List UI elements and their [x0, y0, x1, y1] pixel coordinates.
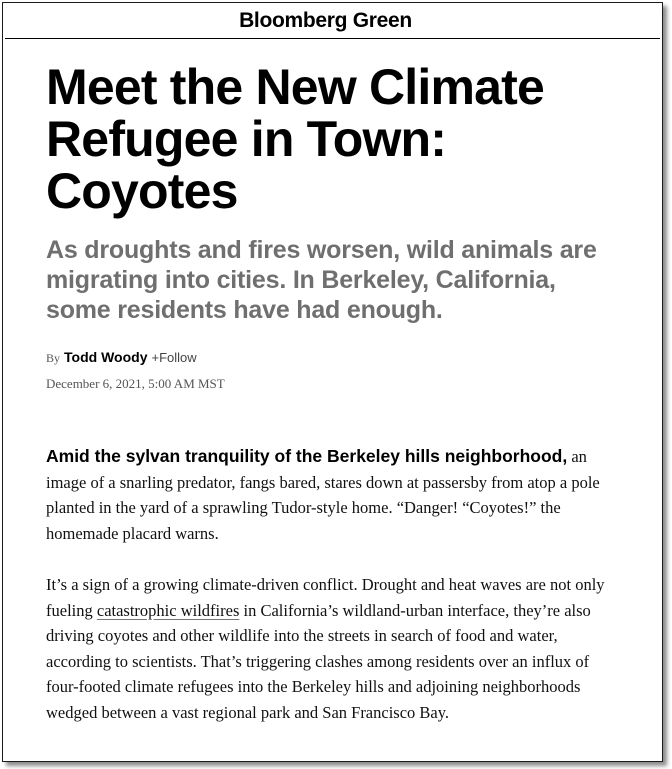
article-content [3, 61, 662, 725]
publish-date: December 6, 2021, 5:00 AM MST [46, 376, 225, 391]
author-link[interactable]: Todd Woody [64, 349, 148, 365]
paragraph-text: in California’s wildland-urban interface, they’re also driving coyotes and other wildlife into the streets in search of food and water, according to scientists. That’s triggering clashes among residents over an influx of four-footed climate refugees into the Berkeley hills and adjoining neighborhoods wedged between a vast regional park and San Francisco Bay. [46, 600, 591, 722]
article-page [2, 2, 663, 762]
wildfires-link[interactable]: catastrophic wildfires [96, 600, 240, 620]
byline-by-label: By [46, 351, 61, 365]
headline: Meet the New Climate Refugee in Town: Coyotes [46, 59, 545, 219]
masthead [5, 3, 660, 39]
paragraph-text: It’s a sign of a growing climate-driven conflict. Drought and heat waves are not only fueling [46, 575, 605, 620]
brand-logo[interactable]: Bloomberg Green [239, 9, 412, 32]
paragraph-lead: Amid the sylvan tranquility of the Berkeley hills neighborhood, [46, 446, 568, 466]
byline [46, 349, 662, 366]
follow-button[interactable]: +Follow [151, 350, 197, 365]
dek: As droughts and fires worsen, wild animals are migrating into cities. In Berkeley, California, some residents have had enough. [46, 236, 597, 324]
paragraph [46, 444, 611, 546]
paragraph-text: an image of a snarling predator, fangs bared, stares down at passersby from atop a pole planted in the yard of a sprawling Tudor-style home. “Danger! “Coyotes!” the homemade placard warns. [46, 447, 600, 543]
paragraph [46, 572, 611, 725]
